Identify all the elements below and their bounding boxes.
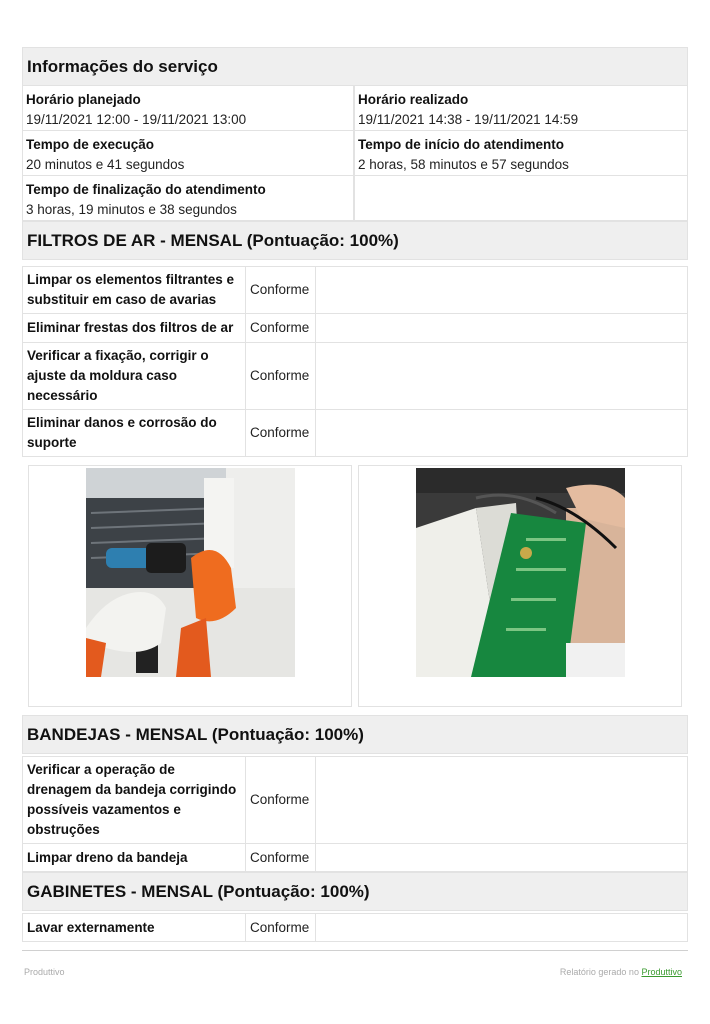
item-answer: Conforme <box>246 267 316 314</box>
item-notes <box>316 267 688 314</box>
info-field-actual-time <box>354 86 688 131</box>
table-row <box>23 343 688 410</box>
section-title-filtros: FILTROS DE AR - MENSAL (Pontuação: 100%) <box>22 221 688 260</box>
item-notes <box>316 410 688 457</box>
photo-drill-cleaning-ac[interactable] <box>86 468 295 677</box>
photo-gallery <box>22 457 688 715</box>
item-question: Eliminar danos e corrosão do suporte <box>23 410 246 457</box>
info-label: Horário realizado <box>358 92 469 107</box>
table-row <box>23 844 688 872</box>
item-notes <box>316 314 688 343</box>
section-title-bandejas: BANDEJAS - MENSAL (Pontuação: 100%) <box>22 715 688 754</box>
info-field-empty <box>354 176 688 221</box>
item-question: Lavar externamente <box>23 914 246 942</box>
footer-produttivo-link[interactable]: Produttivo <box>641 967 682 977</box>
item-notes <box>316 343 688 410</box>
item-answer: Conforme <box>246 314 316 343</box>
info-section-title: Informações do serviço <box>22 47 688 86</box>
table-row <box>23 914 688 942</box>
item-question: Limpar os elementos filtrantes e substituir em caso de avarias <box>23 267 246 314</box>
info-label: Tempo de execução <box>26 137 155 152</box>
item-notes <box>316 844 688 872</box>
info-label: Tempo de finalização do atendimento <box>26 182 266 197</box>
info-value: 2 horas, 58 minutos e 57 segundos <box>358 157 569 172</box>
item-answer: Conforme <box>246 757 316 844</box>
item-answer: Conforme <box>246 914 316 942</box>
info-value: 3 horas, 19 minutos e 38 segundos <box>26 202 237 217</box>
item-question: Limpar dreno da bandeja <box>23 844 246 872</box>
info-value: 20 minutos e 41 segundos <box>26 157 185 172</box>
photo-frame[interactable] <box>28 465 352 707</box>
item-question: Verificar a operação de drenagem da bandeja corrigindo possíveis vazamentos e obstruções <box>23 757 246 844</box>
footer-brand: Produttivo <box>24 967 65 977</box>
checklist-table-bandejas <box>22 756 688 872</box>
info-field-start-time <box>354 131 688 176</box>
table-row <box>23 757 688 844</box>
item-question: Verificar a fixação, corrigir o ajuste da moldura caso necessário <box>23 343 246 410</box>
checklist-table-gabinetes <box>22 913 688 942</box>
table-row <box>23 314 688 343</box>
footer-divider <box>22 950 688 951</box>
checklist-table-filtros <box>22 266 688 457</box>
item-answer: Conforme <box>246 844 316 872</box>
info-value: 19/11/2021 14:38 - 19/11/2021 14:59 <box>358 112 579 127</box>
info-field-planned-time <box>22 86 354 131</box>
table-row <box>23 410 688 457</box>
item-question: Eliminar frestas dos filtros de ar <box>23 314 246 343</box>
item-answer: Conforme <box>246 343 316 410</box>
service-report <box>22 47 688 942</box>
table-row <box>23 267 688 314</box>
footer-generated-text: Relatório gerado no <box>559 967 639 977</box>
info-label: Tempo de início do atendimento <box>358 137 565 152</box>
info-grid <box>22 86 688 221</box>
info-value: 19/11/2021 12:00 - 19/11/2021 13:00 <box>26 112 247 127</box>
photo-frame[interactable] <box>358 465 682 707</box>
item-notes <box>316 757 688 844</box>
photo-ac-circuit-board[interactable] <box>416 468 625 677</box>
item-notes <box>316 914 688 942</box>
info-label: Horário planejado <box>26 92 141 107</box>
section-title-gabinetes: GABINETES - MENSAL (Pontuação: 100%) <box>22 872 688 911</box>
info-field-execution-time <box>22 131 354 176</box>
info-field-finish-time <box>22 176 354 221</box>
item-answer: Conforme <box>246 410 316 457</box>
footer-generated-by <box>560 967 682 977</box>
